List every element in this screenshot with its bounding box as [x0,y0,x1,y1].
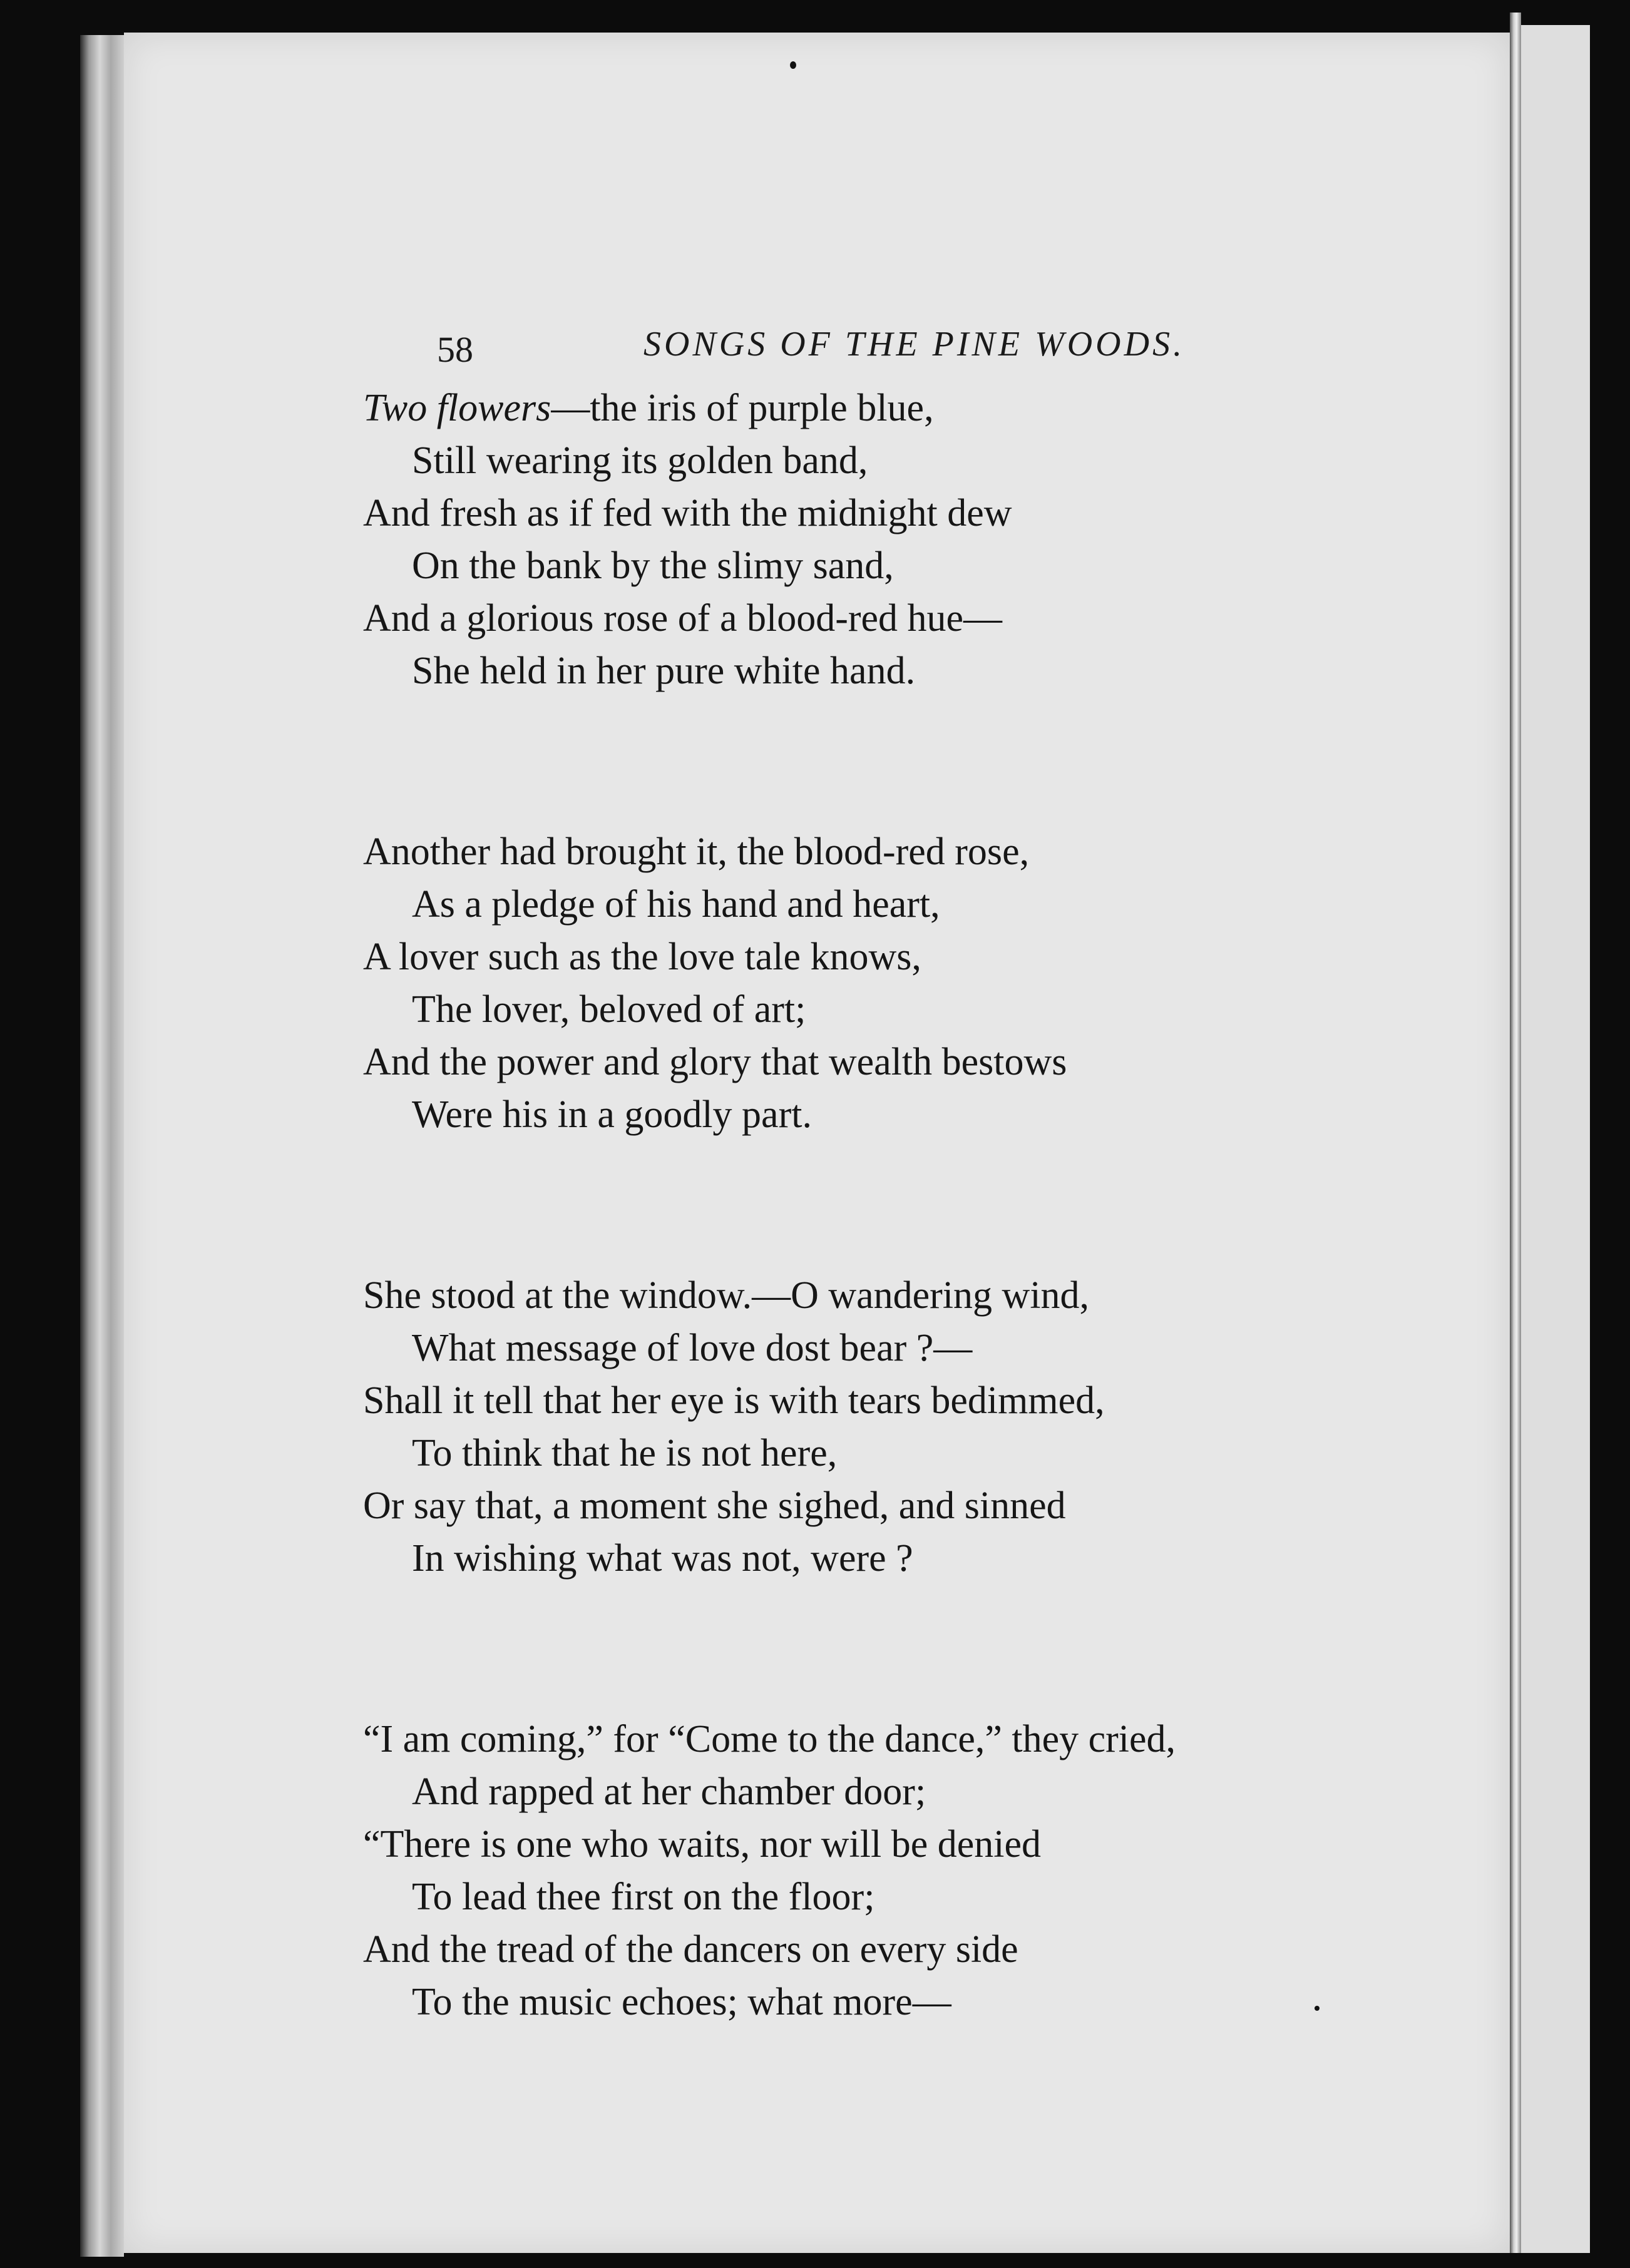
verse-line [363,382,1427,434]
verse-line: To think that he is not here, [412,1432,838,1474]
verse-line: As a pledge of his hand and heart, [412,883,940,926]
verse-line: “There is one who waits, nor will be denied [363,1823,1041,1866]
verse-line: Another had brought it, the blood-red rose, [363,830,1030,873]
stanza [363,1269,1427,1585]
verse-line: What message of love dost bear ?— [412,1327,973,1369]
running-title: SONGS OF THE PINE WOODS. [643,325,1186,364]
facing-page-strip [1521,25,1590,2253]
ink-speck [790,61,796,69]
verse-line: To lead thee first on the floor; [412,1876,875,1918]
verse-line: “I am coming,” for “Come to the dance,” they cried, [363,1718,1176,1760]
verse-line: And rapped at her chamber door; [412,1770,926,1813]
poem-body [363,382,1427,2157]
verse-line: Or say that, a moment she sighed, and sinned [363,1484,1066,1527]
stanza [363,382,1427,697]
stanza [363,825,1427,1141]
verse-line: A lover such as the love tale knows, [363,936,921,978]
verse-line: The lover, beloved of art; [412,988,806,1031]
ink-speck [1315,2006,1320,2011]
verse-line: In wishing what was not, were ? [412,1537,913,1580]
verse-line: Shall it tell that her eye is with tears bedimmed, [363,1379,1105,1422]
page-number: 58 [437,329,473,370]
verse-line: And fresh as if fed with the midnight dew [363,492,1012,534]
stanza [363,1713,1427,2028]
verse-line: Were his in a goodly part. [412,1093,812,1136]
italic-phrase: Two flowers [363,387,551,429]
verse-line: She held in her pure white hand. [412,650,916,692]
verse-line: On the bank by the slimy sand, [412,544,894,587]
verse-line: And the tread of the dancers on every side [363,1928,1018,1971]
verse-line: Still wearing its golden band, [412,439,868,482]
verse-line: To the music echoes; what more— [412,1981,951,2023]
verse-line: And the power and glory that wealth bestows [363,1041,1067,1083]
verse-line: And a glorious rose of a blood-red hue— [363,597,1003,640]
page-edge [1510,13,1521,2253]
verse-line-text: —the iris of purple blue, [551,387,934,429]
verse-line: She stood at the window.—O wandering wind, [363,1274,1090,1317]
book-spine-edge [80,35,124,2257]
